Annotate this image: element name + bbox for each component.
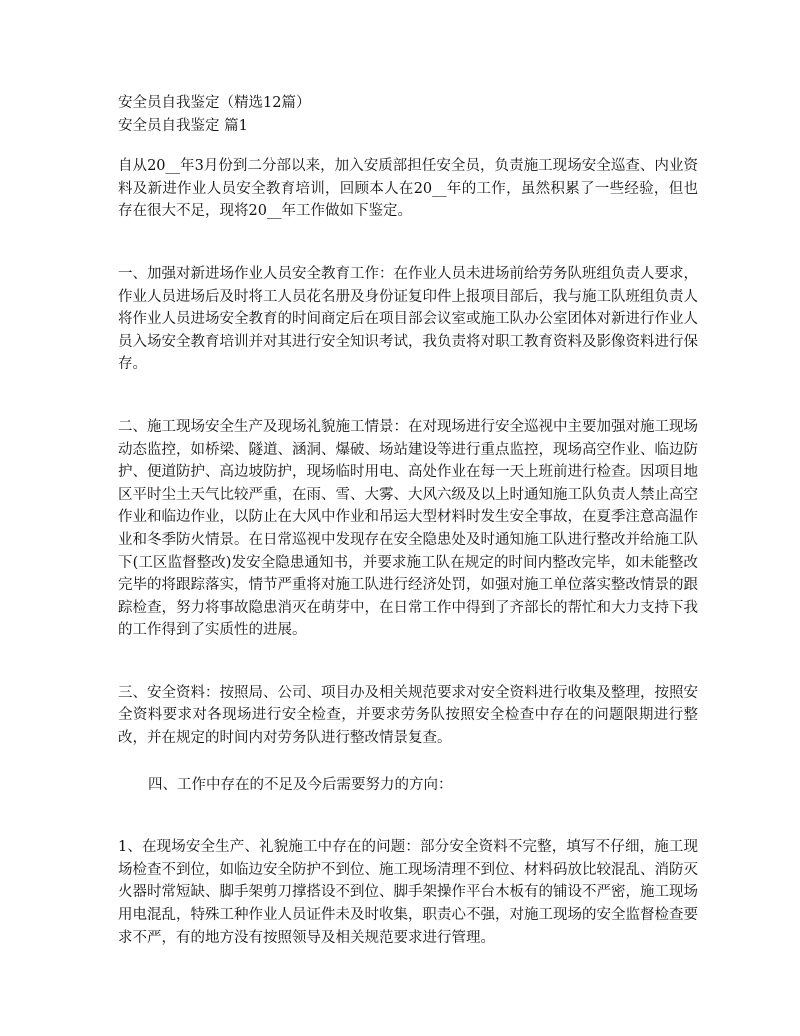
document-subtitle: 安全员自我鉴定 篇1 [118, 117, 248, 134]
paragraph-section-1: 一、加强对新进场作业人员安全教育工作：在作业人员未进场前给劳务队班组负责人要求，作业人员进场后及时将工人员花名册及身份证复印件上报项目部后，我与施工队班组负责人将作业人员进场安全教育的时间商定后在项目部会议室或施工队办公室团体对新进行作业人员入场安全教育培训并对其进行安全知识考试，我负责将对职工教育资料及影像资料进行保存。 [118, 265, 698, 373]
paragraph-intro: 自从20__年3月份到二分部以来，加入安质部担任安全员，负责施工现场安全巡查、内业资料及新进作业人员安全教育培训，回顾本人在20__年的工作，虽然积累了一些经验，但也存在很大不足，现将20__年工作做如下鉴定。 [118, 158, 698, 220]
paragraph-section-2: 二、施工现场安全生产及现场礼貌施工情景：在对现场进行安全巡视中主要加强对施工现场动态监控，如桥梁、隧道、涵洞、爆破、场站建设等进行重点监控，现场高空作业、临边防护、便道防护、高边坡防护，现场临时用电、高处作业在每一天上班前进行检查。因项目地区平时尘土天气比较严重，在雨、雪、大雾、大风六级及以上时通知施工队负责人禁止高空作业和临边作业，以防止在大风中作业和吊运大型材料时发生安全事故，在夏季注意高温作业和冬季防火情景。在日常巡视中发现存在安全隐患处及时通知施工队进行整改并给施工队下(工区监督整改)发安全隐患通知书，并要求施工队在规定的时间内整改完毕，如未能整改完毕的将跟踪落实，情节严重将对施工队进行经济处罚，如强对施工单位落实整改情景的跟踪检查，努力将事故隐患消灭在萌芽中，在日常工作中得到了齐部长的帮忙和大力支持下我的工作得到了实质性的进展。 [118, 418, 698, 639]
paragraph-section-4-heading: 四、工作中存在的不足及今后需要努力的方向： [148, 776, 453, 793]
paragraph-section-3: 三、安全资料：按照局、公司、项目办及相关规范要求对安全资料进行收集及整理，按照安全资料要求对各现场进行安全检查，并要求劳务队按照安全检查中存在的问题限期进行整改，并在规定的时间内对劳务队进行整改情景复查。 [118, 684, 698, 747]
document-title: 安全员自我鉴定（精选12篇） [118, 95, 311, 111]
document-page [118, 92, 698, 949]
paragraph-section-4-item-1: 1、在现场安全生产、礼貌施工中存在的问题：部分安全资料不完整，填写不仔细，施工现场检查不到位，如临边安全防护不到位、施工现场清理不到位、材料码放比较混乱、消防灭火器时常短缺、脚手架剪刀撑搭设不到位、脚手架操作平台木板有的铺设不严密，施工现场用电混乱，特殊工种作业人员证件未及时收集，职责心不强，对施工现场的安全监督检查要求不严，有的地方没有按照领导及相关规范要求进行管理。 [118, 839, 698, 946]
